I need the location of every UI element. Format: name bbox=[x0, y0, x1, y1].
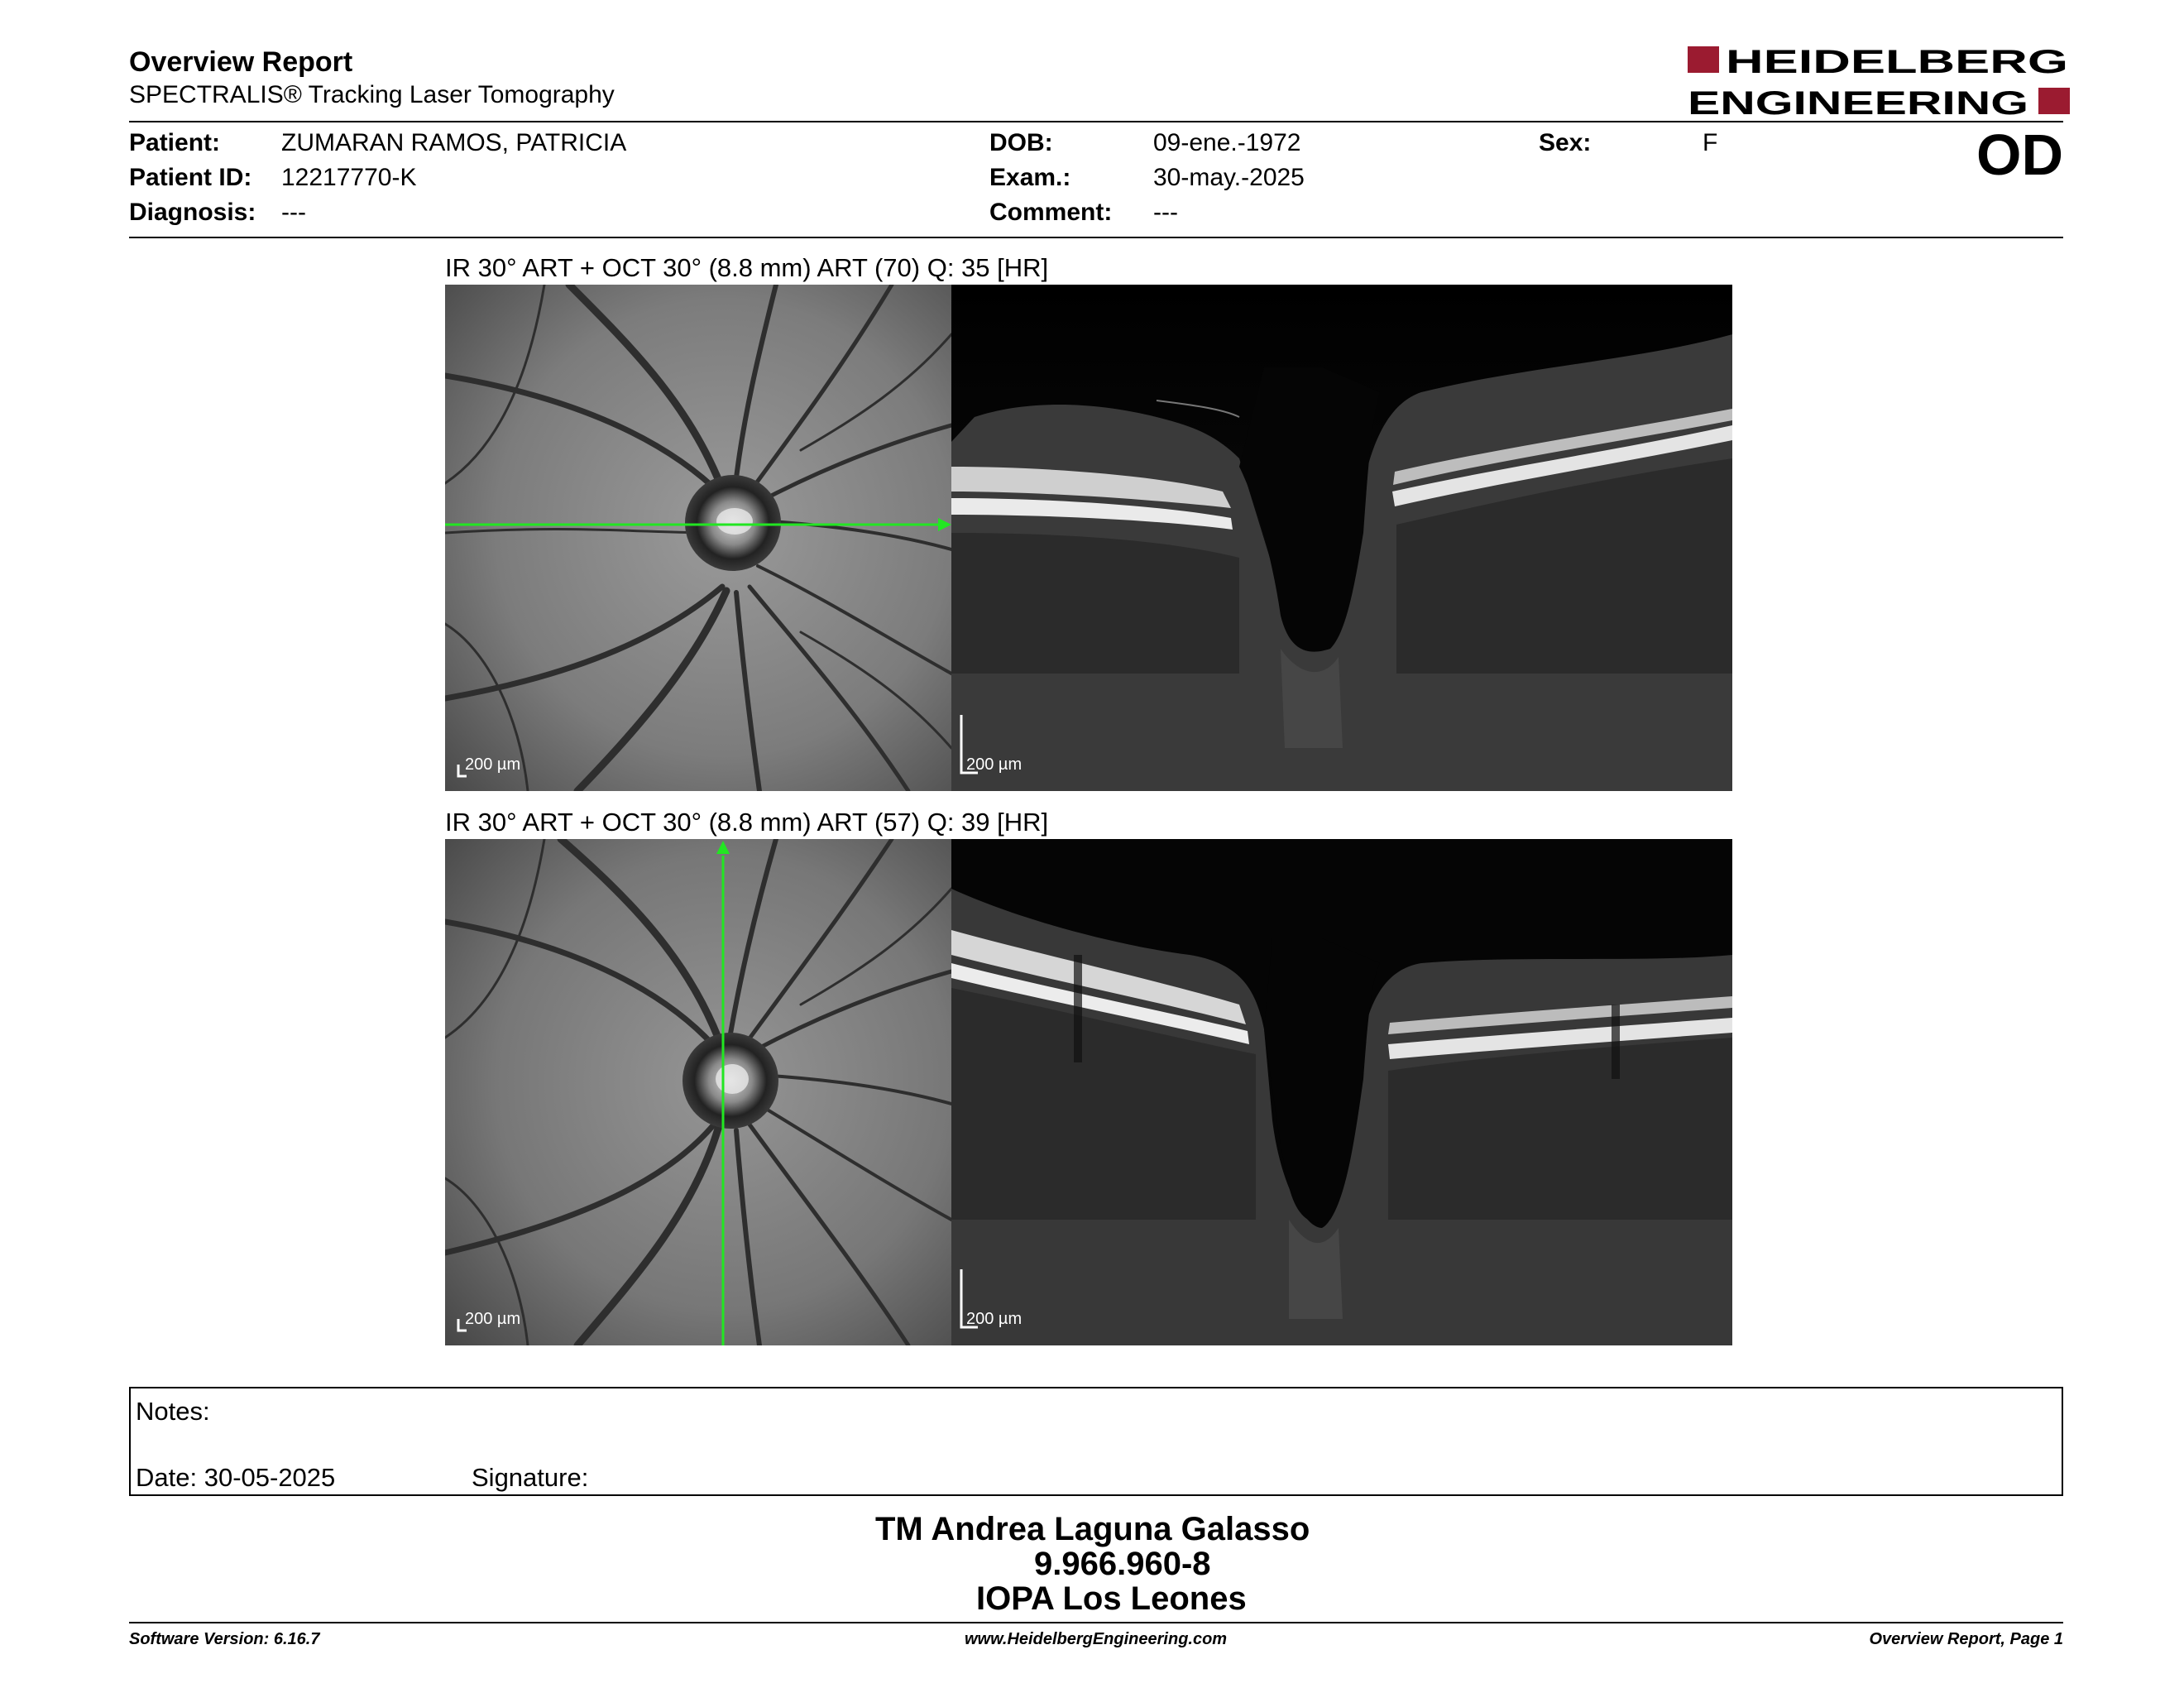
eye-indicator: OD bbox=[1976, 122, 2063, 187]
heidelberg-logo bbox=[1688, 43, 2070, 122]
exam-value: 30-may.-2025 bbox=[1153, 164, 1305, 191]
footer-divider bbox=[129, 1622, 2063, 1623]
svg-text:ENGINEERING: ENGINEERING bbox=[1688, 85, 2028, 122]
report-title: Overview Report bbox=[129, 46, 353, 78]
sex-value: F bbox=[1703, 129, 1718, 156]
footer-website[interactable]: www.HeidelbergEngineering.com bbox=[965, 1630, 1228, 1648]
signature-label: Signature: bbox=[472, 1463, 589, 1492]
patient-name: ZUMARAN RAMOS, PATRICIA bbox=[281, 129, 627, 156]
exam-label: Exam.: bbox=[989, 164, 1071, 191]
stamp-institution: IOPA Los Leones bbox=[976, 1580, 1247, 1617]
footer-software-version: Software Version: 6.16.7 bbox=[129, 1630, 320, 1648]
stamp-name: TM Andrea Laguna Galasso bbox=[875, 1511, 1310, 1547]
patient-divider bbox=[129, 237, 2063, 238]
oct-scale-label-1: 200 µm bbox=[966, 755, 1023, 774]
notes-date: Date: 30-05-2025 bbox=[136, 1463, 336, 1492]
oct-bscan-image-2 bbox=[951, 839, 1732, 1345]
scan-caption-2: IR 30° ART + OCT 30° (8.8 mm) ART (57) Q: 39 [HR] bbox=[445, 808, 1049, 837]
diagnosis-value: --- bbox=[281, 199, 306, 226]
header-divider bbox=[129, 121, 2063, 122]
ir-fundus-image-1 bbox=[445, 285, 951, 791]
scan-panel-1 bbox=[445, 285, 1732, 791]
patient-label: Patient: bbox=[129, 129, 221, 156]
ir-scale-label-2: 200 µm bbox=[465, 1310, 521, 1328]
comment-value: --- bbox=[1153, 199, 1178, 226]
scan-graphics-2 bbox=[445, 839, 1732, 1345]
comment-label: Comment: bbox=[989, 199, 1113, 226]
footer-page: Overview Report, Page 1 bbox=[1869, 1630, 2063, 1648]
diagnosis-label: Diagnosis: bbox=[129, 199, 256, 226]
sex-label: Sex: bbox=[1539, 129, 1592, 156]
dob-label: DOB: bbox=[989, 129, 1053, 156]
report-subtitle: SPECTRALIS® Tracking Laser Tomography bbox=[129, 81, 615, 108]
scan-panel-2 bbox=[445, 839, 1732, 1345]
oct-scale-label-2: 200 µm bbox=[966, 1310, 1023, 1328]
svg-text:HEIDELBERG: HEIDELBERG bbox=[1726, 44, 2068, 80]
scan-graphics-1 bbox=[445, 285, 1732, 791]
scan-caption-1: IR 30° ART + OCT 30° (8.8 mm) ART (70) Q: 35 [HR] bbox=[445, 253, 1049, 282]
oct-bscan-image-1 bbox=[951, 285, 1732, 791]
patient-id-label: Patient ID: bbox=[129, 164, 252, 191]
ir-scale-label-1: 200 µm bbox=[465, 755, 521, 774]
notes-box[interactable] bbox=[129, 1387, 2063, 1496]
notes-label: Notes: bbox=[136, 1397, 210, 1426]
stamp-id: 9.966.960-8 bbox=[1034, 1546, 1211, 1582]
ir-fundus-image-2 bbox=[445, 839, 951, 1345]
patient-id: 12217770-K bbox=[281, 164, 417, 191]
dob-value: 09-ene.-1972 bbox=[1153, 129, 1301, 156]
